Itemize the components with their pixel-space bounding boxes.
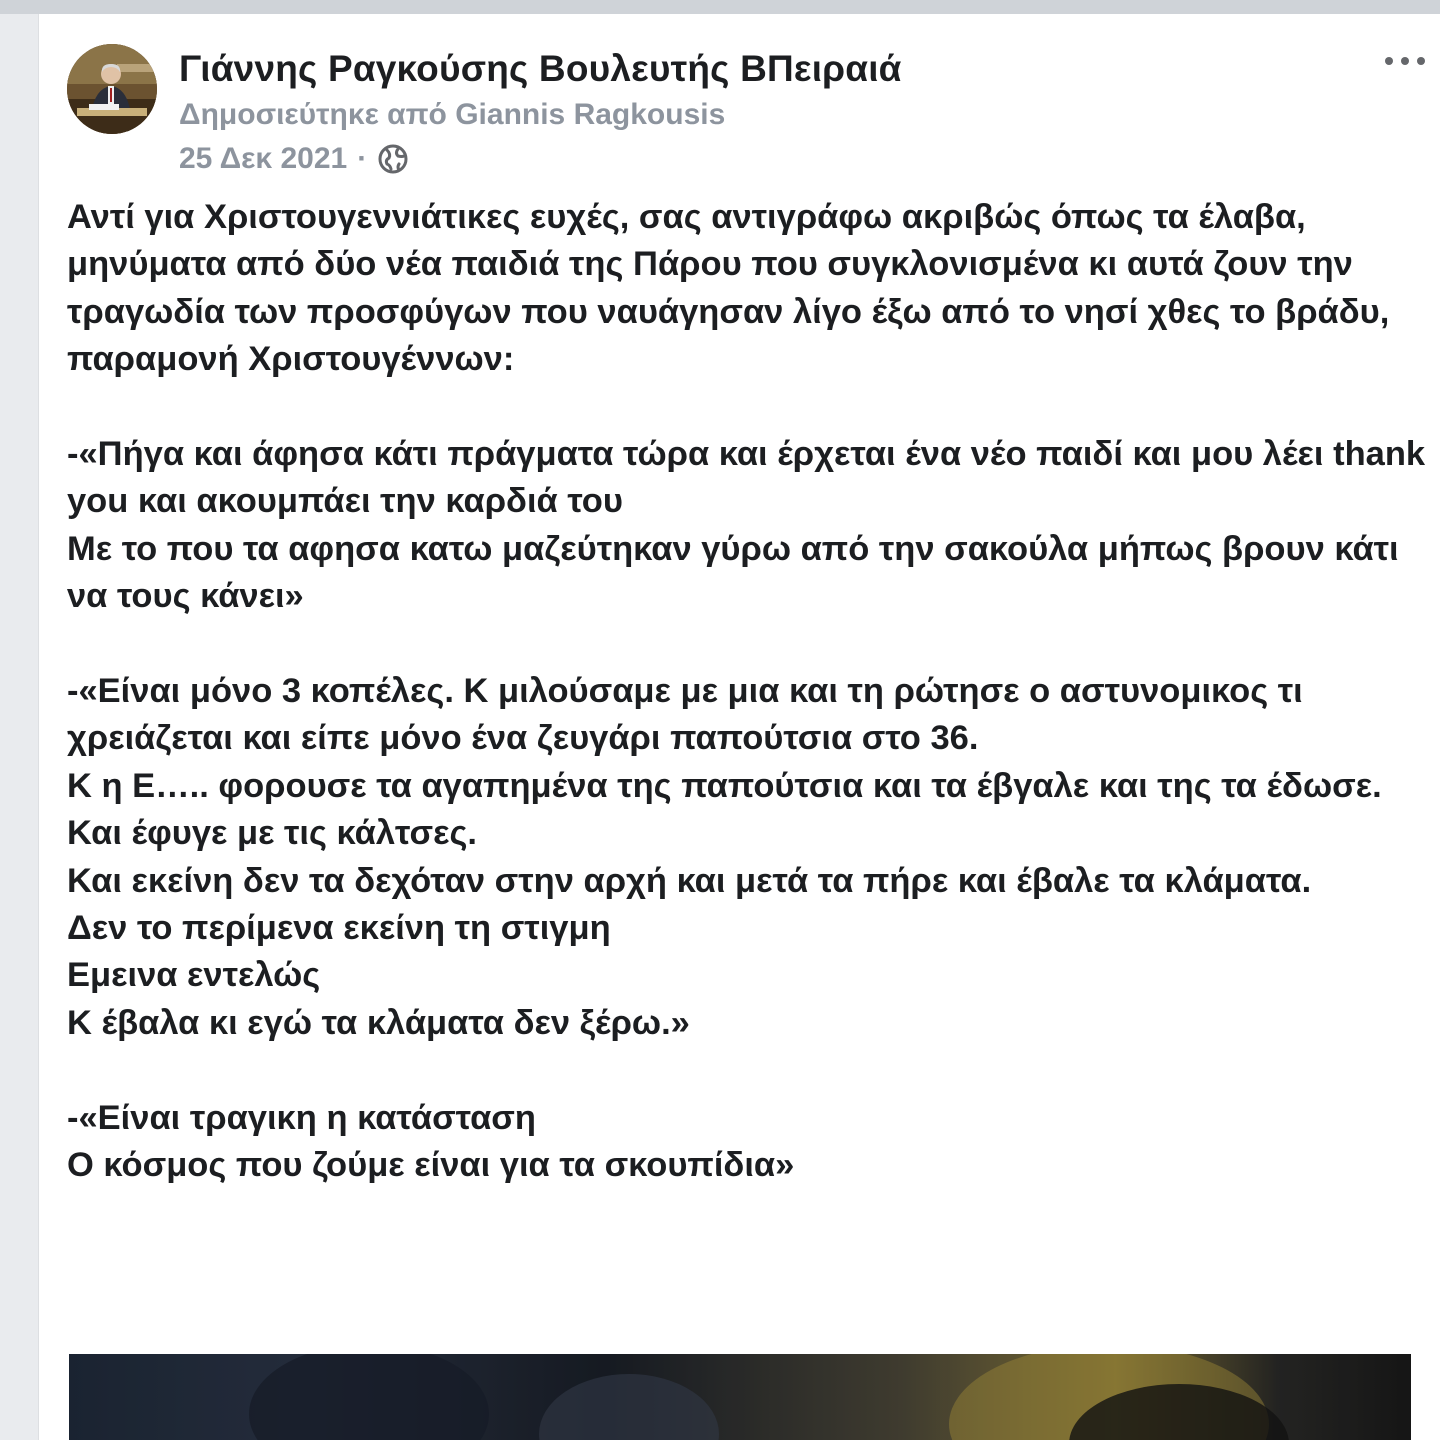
published-by[interactable]: Δημοσιεύτηκε από Giannis Ragkousis <box>179 98 726 131</box>
post-paragraph: Εμεινα εντελώς <box>67 956 321 995</box>
post-date[interactable]: 25 Δεκ 2021 <box>179 142 348 175</box>
avatar-photo <box>67 44 157 134</box>
post-meta <box>179 142 409 176</box>
post-paragraph: Με το που τα αφησα κατω μαζεύτηκαν γύρω από την σακούλα μήπως βρουν κάτι να τους κάνει» <box>67 529 1399 616</box>
post-paragraph: -«Είναι μόνο 3 κοπέλες. Κ μιλούσαμε με μια και τη ρώτησε ο αστυνομικος τι χρειάζεται και είπε μόνο ένα ζευγάρι παπούτσια στο 36. <box>67 672 1303 758</box>
browser-top-strip <box>0 0 1440 14</box>
post-paragraph: Κ η Ε….. φορουσε τα αγαπημένα της παπούτσια και τα έβγαλε και της τα έδωσε. <box>67 766 1382 805</box>
post-card <box>38 14 1440 1440</box>
meta-separator: · <box>357 142 368 175</box>
post-image-photo <box>69 1354 1411 1440</box>
post-body <box>67 194 1427 1189</box>
post-paragraph: Κ έβαλα κι εγώ τα κλάματα δεν ξέρω.» <box>67 1003 690 1042</box>
post-paragraph: -«Είναι τραγικη η κατάσταση <box>67 1098 536 1137</box>
more-dot <box>1401 57 1409 65</box>
post-paragraph: Ο κόσμος που ζούμε είναι για τα σκουπίδια» <box>67 1146 795 1185</box>
globe-icon[interactable] <box>377 143 409 175</box>
post-paragraph: Και εκείνη δεν τα δεχόταν στην αρχή και μετά τα πήρε και έβαλε τα κλάματα. <box>67 861 1312 900</box>
post-paragraph: Δεν το περίμενα εκείνη τη στιγμη <box>67 909 611 948</box>
post-paragraph: Αντί για Χριστουγεννιάτικες ευχές, σας αντιγράφω ακριβώς όπως τα έλαβα, μηνύματα από δύο νέα παιδιά της Πάρου που συγκλονισμένα κι αυτά ζουν την τραγωδία των προσφύγων που ναυάγησαν λίγο έξω από το νησί χθες το βράδυ, παραμονή Χριστουγέννων: <box>67 198 1390 379</box>
more-dot <box>1417 57 1425 65</box>
avatar[interactable] <box>67 44 157 134</box>
more-options-icon[interactable] <box>1385 48 1425 74</box>
more-dot <box>1385 57 1393 65</box>
post-image[interactable] <box>69 1354 1411 1440</box>
author-name[interactable]: Γιάννης Ραγκούσης Βουλευτής ΒΠειραιά <box>179 48 902 89</box>
post-paragraph: Και έφυγε με τις κάλτσες. <box>67 814 477 853</box>
post-paragraph: -«Πήγα και άφησα κάτι πράγματα τώρα και έρχεται ένα νέο παιδί και μου λέει thank you και ακουμπάει την καρδιά του <box>67 435 1426 521</box>
